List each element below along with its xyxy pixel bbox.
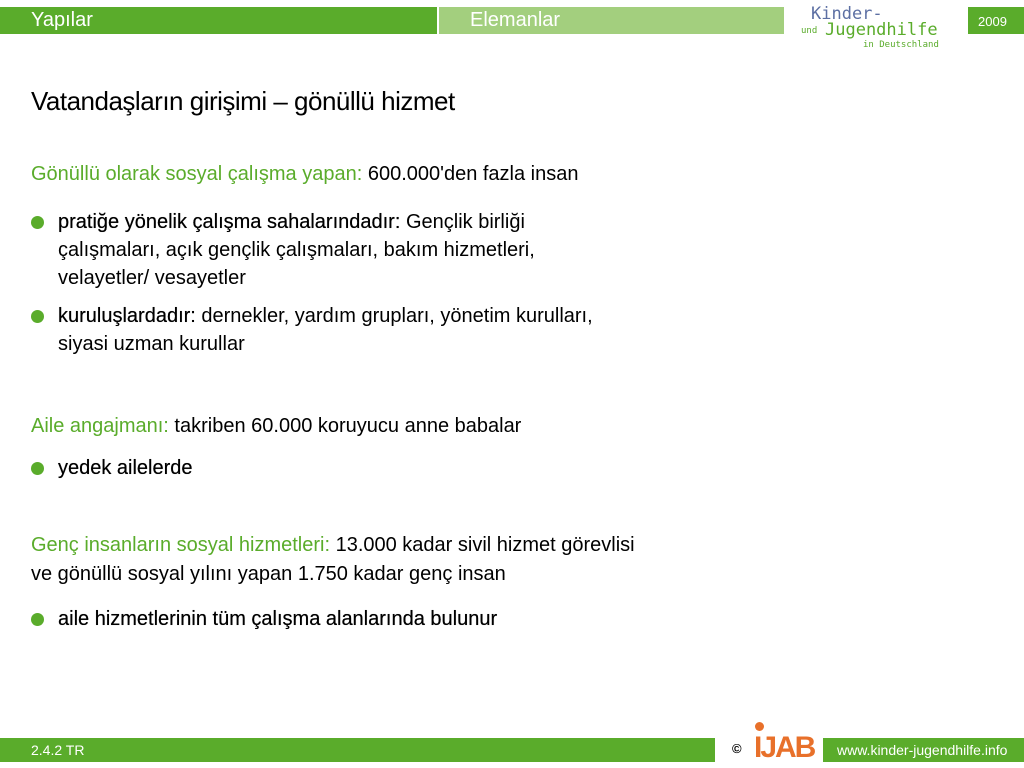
section1-intro [31,160,579,189]
tab-structures-label: Yapılar [31,9,93,31]
section2-intro [31,412,521,441]
bullet-bold: aile hizmetlerinin tüm çalışma alanlarında bulunur [58,608,498,630]
bullet-icon [31,613,44,626]
bullet-icon [31,216,44,229]
slide-number: 2.4.2 TR [31,742,85,758]
ijab-logo [752,722,815,766]
bullet-icon [31,310,44,323]
section3-intro [31,531,635,589]
list-item-text [58,302,593,358]
section1-label: Gönüllü olarak sosyal çalışma yapan: [31,163,363,185]
section1-text: 600.000'den fazla insan [362,163,579,185]
list-item-text [58,208,535,292]
section2-label: Aile angajmanı: [31,415,169,437]
logo-und: und [801,26,818,36]
footer-bar [0,738,715,762]
page-title: Vatandaşların girişimi – gönüllü hizmet [31,86,455,116]
bullet-bold: yedek ailelerde [58,457,193,479]
section3-text: 13.000 kadar sivil hizmet görevlisi [330,534,635,556]
section3-label: Genç insanların sosyal hizmetleri: [31,534,331,556]
section2-text: takriben 60.000 koruyucu anne babalar [168,415,522,437]
section3-line2: ve gönüllü sosyal yılını yapan 1.750 kadar genç insan [31,563,506,585]
bullet-bold: pratiğe yönelik çalışma sahalarındadır: [58,211,401,233]
ijab-logo-dot [755,722,764,731]
tab-structures[interactable] [0,7,437,34]
ijab-logo-text: IJAB [754,731,815,764]
bullet-bold: kuruluşlardadır: [58,305,196,327]
logo-line3: in Deutschland [863,40,939,50]
bullet-text: Gençlik birliği [400,211,525,233]
logo-line2: Jugendhilfe [825,20,938,40]
bullet-text: dernekler, yardım grupları, yönetim kurulları, [195,305,593,327]
list-item-text [58,605,497,633]
website-link[interactable] [823,738,1024,762]
logo-line1: Kinder- [811,4,883,24]
tab-elements[interactable] [439,7,784,34]
year-label: 2009 [978,14,1007,29]
year-badge [968,7,1024,34]
bullet-text: çalışmaları, açık gençlik çalışmaları, bakım hizmetleri, [58,239,535,261]
bullet-text: siyasi uzman kurullar [58,333,245,355]
bullet-icon [31,462,44,475]
kinder-jugendhilfe-logo [797,4,962,52]
list-item-text [58,454,193,482]
website-label: www.kinder-jugendhilfe.info [837,742,1008,758]
bullet-text: velayetler/ vesayetler [58,267,246,289]
copyright-symbol: © [732,741,742,756]
tab-elements-label: Elemanlar [470,9,561,31]
